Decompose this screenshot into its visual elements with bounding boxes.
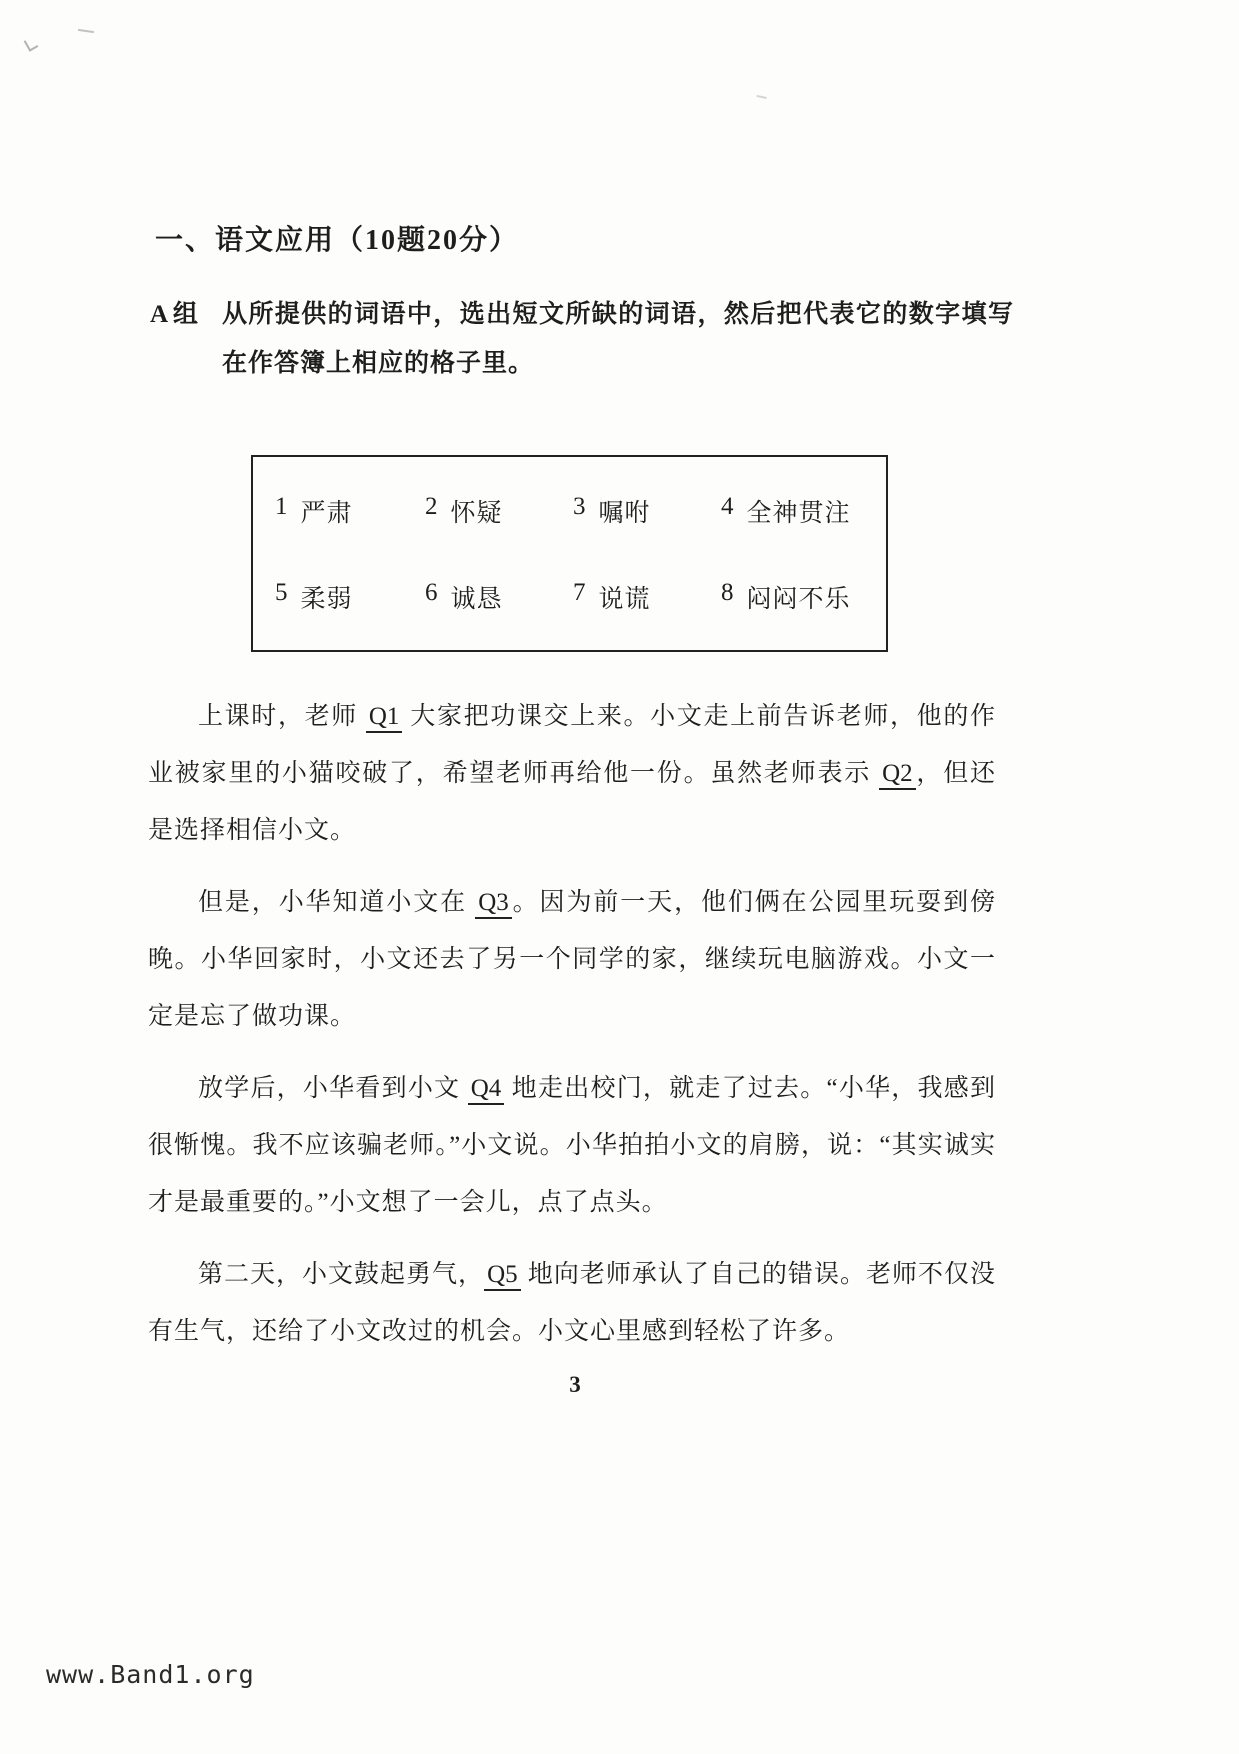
section-title: 一、语文应用（10题20分） <box>155 225 520 256</box>
paragraph-3 <box>148 1060 996 1231</box>
word-option-number: 3 <box>573 493 587 520</box>
paragraph-4 <box>148 1246 996 1360</box>
word-option-label: 说谎 <box>598 586 651 613</box>
word-option-number: 7 <box>573 579 587 606</box>
word-option-label: 柔弱 <box>300 586 353 613</box>
text-segment: 地走出校门，就走了过去。“小华，我感到很惭愧。我不应该骗老师。”小文说。小华拍拍小文的肩膀，说：“其实诚实才是最重要的。”小文想了一会儿，点了点头。 <box>148 1075 996 1216</box>
scan-artifact <box>756 91 767 99</box>
word-bank-box <box>251 455 888 652</box>
text-segment: 但是，小华知道小文在 <box>198 889 476 916</box>
word-option-number: 1 <box>275 493 289 520</box>
text-segment: 上课时，老师 <box>198 703 366 730</box>
paragraph-1 <box>148 688 996 859</box>
group-label: A 组 <box>150 301 198 328</box>
word-option <box>275 579 425 615</box>
blank-q5: Q5 <box>484 1261 521 1291</box>
word-option-number: 5 <box>275 579 289 606</box>
page-number: 3 <box>569 1372 581 1397</box>
word-option-number: 2 <box>425 493 439 520</box>
word-option <box>721 579 886 615</box>
text-segment: ，但还是选择相信小文。 <box>148 760 996 844</box>
word-option-label: 诚恳 <box>450 586 503 613</box>
scan-artifact <box>78 29 94 33</box>
instructions-text: 从所提供的词语中，选出短文所缺的词语，然后把代表它的数字填写在作答簿上相应的格子里。 <box>222 301 1014 377</box>
instructions <box>150 290 1014 388</box>
word-option <box>275 493 425 529</box>
blank-q1: Q1 <box>366 703 403 733</box>
scan-artifact <box>24 36 39 51</box>
word-option-label: 全神贯注 <box>746 500 851 527</box>
word-option-label: 闷闷不乐 <box>746 586 851 613</box>
word-option-number: 4 <box>721 493 735 520</box>
word-option-label: 嘱咐 <box>598 500 651 527</box>
word-option <box>573 493 721 529</box>
word-option <box>425 579 573 615</box>
word-option-label: 怀疑 <box>450 500 503 527</box>
word-option-number: 8 <box>721 579 735 606</box>
passage <box>148 688 996 1375</box>
paragraph-2 <box>148 874 996 1045</box>
blank-q2: Q2 <box>879 760 916 790</box>
word-option <box>573 579 721 615</box>
text-segment: 第二天，小文鼓起勇气， <box>198 1261 485 1288</box>
text-segment: 地向老师承认了自己的错误。老师不仅没有生气，还给了小文改过的机会。小文心里感到轻松了许多。 <box>148 1261 996 1345</box>
blank-q3: Q3 <box>475 889 512 919</box>
word-option-number: 6 <box>425 579 439 606</box>
text-segment: 放学后，小华看到小文 <box>198 1075 468 1102</box>
word-option <box>425 493 573 529</box>
watermark: www.Band1.org <box>46 1660 255 1689</box>
word-option <box>721 493 886 529</box>
word-option-label: 严肃 <box>300 500 353 527</box>
text-segment: 大家把功课交上来。小文走上前告诉老师，他的作业被家里的小猫咬破了，希望老师再给他一份。虽然老师表示 <box>148 703 996 787</box>
blank-q4: Q4 <box>468 1075 505 1105</box>
text-segment: 。因为前一天，他们俩在公园里玩耍到傍晚。小华回家时，小文还去了另一个同学的家，继续玩电脑游戏。小文一定是忘了做功课。 <box>148 889 996 1030</box>
